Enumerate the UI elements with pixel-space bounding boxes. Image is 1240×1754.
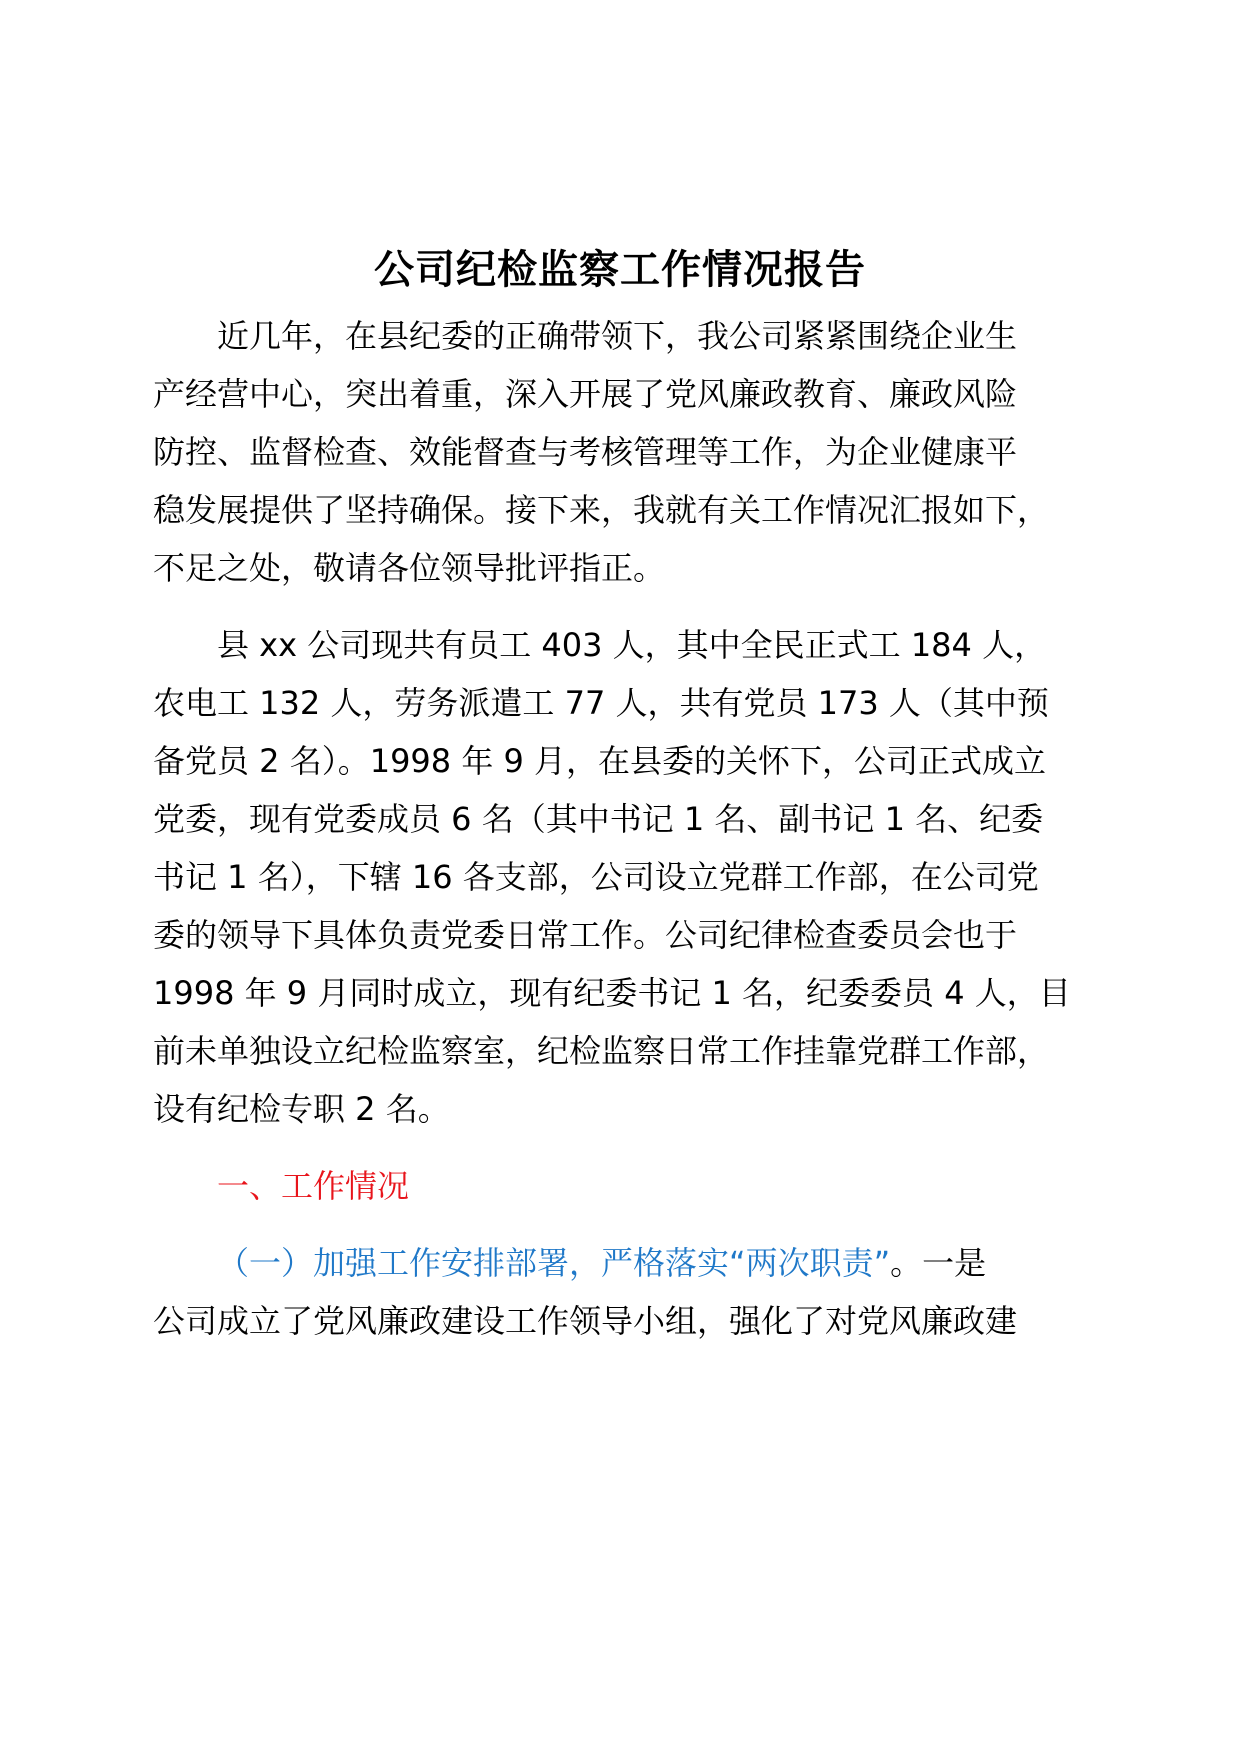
paragraph-2-line-5: 书记 1 名），下辖 16 各支部，公司设立党群工作部，在公司党 [153,858,1039,896]
paragraph-2-line-1: 县 xx 公司现共有员工 403 人，其中全民正式工 184 人， [217,626,1047,664]
paragraph-1-line-3: 防控、监督检查、效能督查与考核管理等工作，为企业健康平 [153,433,1018,471]
paragraph-2-line-8: 前未单独设立纪检监察室，纪检监察日常工作挂靠党群工作部， [153,1032,1050,1070]
subsection-line-2: 公司成立了党风廉政建设工作领导小组，强化了对党风廉政建 [153,1302,1018,1340]
paragraph-2-line-7: 1998 年 9 月同时成立，现有纪委书记 1 名，纪委委员 4 人，目 [153,974,1071,1012]
paragraph-2-line-2: 农电工 132 人，劳务派遣工 77 人，共有党员 173 人（其中预 [153,684,1049,722]
paragraph-2-line-4: 党委，现有党委成员 6 名（其中书记 1 名、副书记 1 名、纪委 [153,800,1044,838]
paragraph-2-line-6: 委的领导下具体负责党委日常工作。公司纪律检查委员会也于 [153,916,1018,954]
paragraph-2-line-9: 设有纪检专职 2 名。 [153,1090,450,1128]
paragraph-1-line-2: 产经营中心，突出着重，深入开展了党风廉政教育、廉政风险 [153,375,1018,413]
paragraph-1-line-1: 近几年，在县纪委的正确带领下，我公司紧紧围绕企业生 [217,317,1018,355]
subsection-line-1 [217,1239,986,1287]
subsection-heading: （一）加强工作安排部署，严格落实“两次职责” [217,1244,891,1282]
paragraph-2-line-3: 备党员 2 名）。1998 年 9 月，在县委的关怀下，公司正式成立 [153,742,1047,780]
paragraph-1-line-5: 不足之处，敬请各位领导批评指正。 [153,549,666,587]
paragraph-1-line-4: 稳发展提供了坚持确保。接下来，我就有关工作情况汇报如下， [153,491,1050,529]
document-title: 公司纪检监察工作情况报告 [374,247,866,293]
section-heading: 一、工作情况 [217,1167,410,1205]
subsection-lead-rest: 。一是 [890,1244,987,1282]
